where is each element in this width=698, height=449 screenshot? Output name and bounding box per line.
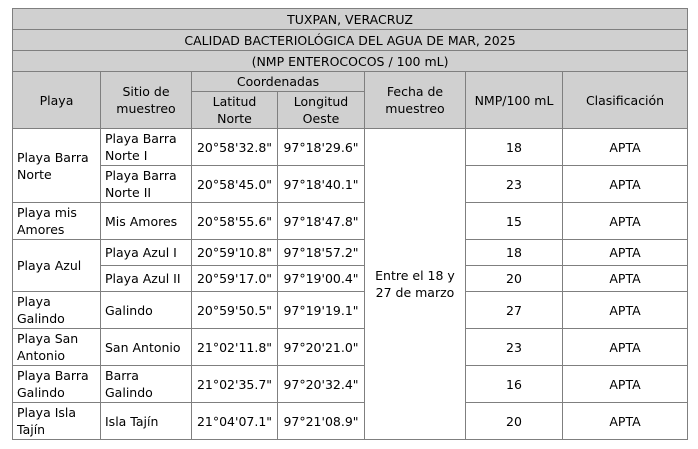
longitud-cell: 97°18'29.6" [278, 129, 365, 166]
latitud-cell: 21°02'35.7" [192, 366, 278, 403]
nmp-cell: 20 [466, 403, 563, 440]
nmp-cell: 20 [466, 266, 563, 292]
clasificacion-cell: APTA [563, 129, 688, 166]
header-fecha: Fecha de muestreo [365, 72, 466, 129]
playa-cell: Playa Isla Tajín [13, 403, 101, 440]
nmp-cell: 16 [466, 366, 563, 403]
clasificacion-cell: APTA [563, 203, 688, 240]
clasificacion-cell: APTA [563, 403, 688, 440]
table-row [13, 403, 688, 440]
header-nmp: NMP/100 mL [466, 72, 563, 129]
header-sitio: Sitio de muestreo [101, 72, 192, 129]
clasificacion-cell: APTA [563, 292, 688, 329]
playa-cell: Playa mis Amores [13, 203, 101, 240]
fecha-cell: Entre el 18 y 27 de marzo [365, 129, 466, 440]
header-playa: Playa [13, 72, 101, 129]
playa-cell: Playa San Antonio [13, 329, 101, 366]
longitud-cell: 97°18'57.2" [278, 240, 365, 266]
playa-cell: Playa Barra Norte [13, 129, 101, 203]
clasificacion-cell: APTA [563, 166, 688, 203]
latitud-cell: 20°59'10.8" [192, 240, 278, 266]
nmp-cell: 23 [466, 329, 563, 366]
latitud-cell: 20°59'50.5" [192, 292, 278, 329]
latitud-cell: 21°04'07.1" [192, 403, 278, 440]
nmp-cell: 27 [466, 292, 563, 329]
table-row [13, 240, 688, 266]
playa-cell: Playa Galindo [13, 292, 101, 329]
clasificacion-cell: APTA [563, 329, 688, 366]
table-row [13, 203, 688, 240]
sitio-cell: Playa Barra Norte I [101, 129, 192, 166]
sitio-cell: Mis Amores [101, 203, 192, 240]
sitio-cell: Playa Azul II [101, 266, 192, 292]
water-quality-table [12, 8, 688, 440]
table-row [13, 366, 688, 403]
location-title: TUXPAN, VERACRUZ [13, 9, 688, 30]
header-coordenadas: Coordenadas [192, 72, 365, 92]
table-row [13, 266, 688, 292]
latitud-cell: 20°59'17.0" [192, 266, 278, 292]
table-row [13, 129, 688, 166]
latitud-cell: 20°58'45.0" [192, 166, 278, 203]
clasificacion-cell: APTA [563, 240, 688, 266]
header-longitud: Longitud Oeste [278, 92, 365, 129]
longitud-cell: 97°18'47.8" [278, 203, 365, 240]
nmp-cell: 18 [466, 240, 563, 266]
longitud-cell: 97°20'21.0" [278, 329, 365, 366]
longitud-cell: 97°21'08.9" [278, 403, 365, 440]
sitio-cell: Galindo [101, 292, 192, 329]
latitud-cell: 20°58'55.6" [192, 203, 278, 240]
header-latitud: Latitud Norte [192, 92, 278, 129]
subject-title: CALIDAD BACTERIOLÓGICA DEL AGUA DE MAR, 2025 [13, 30, 688, 51]
nmp-cell: 23 [466, 166, 563, 203]
clasificacion-cell: APTA [563, 266, 688, 292]
latitud-cell: 20°58'32.8" [192, 129, 278, 166]
sitio-cell: Playa Azul I [101, 240, 192, 266]
longitud-cell: 97°19'00.4" [278, 266, 365, 292]
playa-cell: Playa Azul [13, 240, 101, 292]
longitud-cell: 97°19'19.1" [278, 292, 365, 329]
table-row [13, 292, 688, 329]
nmp-cell: 15 [466, 203, 563, 240]
header-clasificacion: Clasificación [563, 72, 688, 129]
longitud-cell: 97°18'40.1" [278, 166, 365, 203]
clasificacion-cell: APTA [563, 366, 688, 403]
units-title: (NMP ENTEROCOCOS / 100 mL) [13, 51, 688, 72]
sitio-cell: Barra Galindo [101, 366, 192, 403]
playa-cell: Playa Barra Galindo [13, 366, 101, 403]
longitud-cell: 97°20'32.4" [278, 366, 365, 403]
sitio-cell: Isla Tajín [101, 403, 192, 440]
nmp-cell: 18 [466, 129, 563, 166]
table-row [13, 166, 688, 203]
sitio-cell: San Antonio [101, 329, 192, 366]
sitio-cell: Playa Barra Norte II [101, 166, 192, 203]
latitud-cell: 21°02'11.8" [192, 329, 278, 366]
table-row [13, 329, 688, 366]
